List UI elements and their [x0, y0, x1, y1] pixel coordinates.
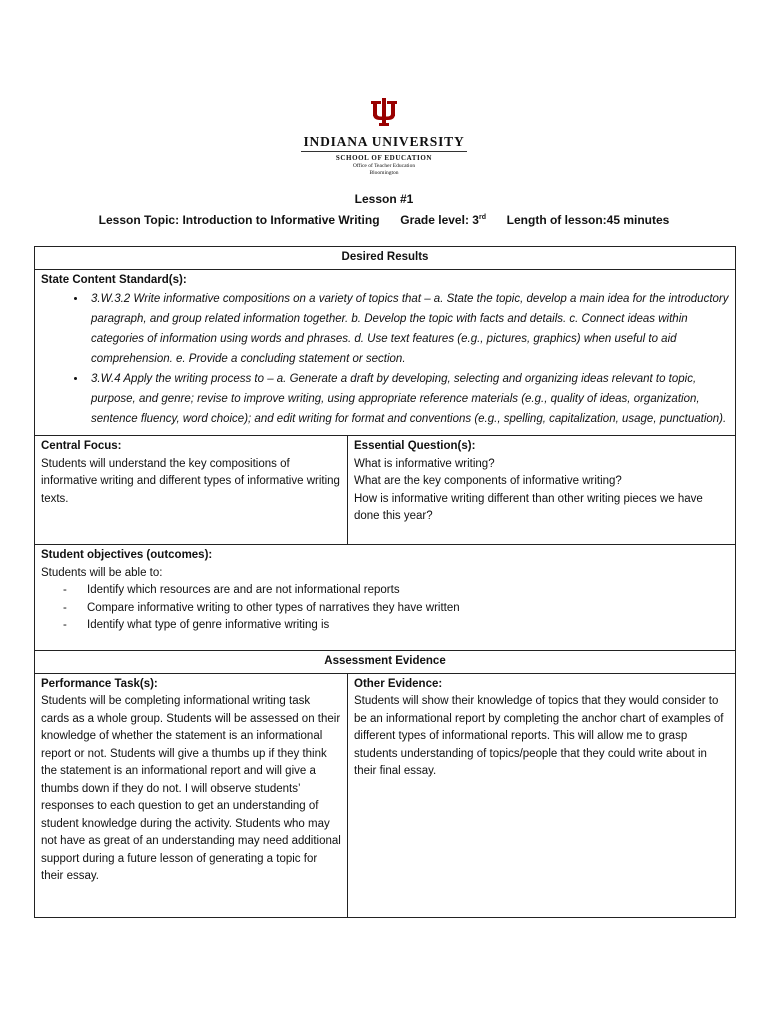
length-label: Length of lesson:: [506, 213, 607, 227]
lesson-number: Lesson #1: [354, 192, 414, 206]
objective-item: - Compare informative writing to other types of narratives they have written: [41, 600, 729, 618]
trident-icon: [371, 98, 397, 128]
header-rule: [301, 151, 467, 152]
performance-heading: Performance Task(s):: [41, 677, 158, 690]
standards-cell: [35, 269, 736, 436]
other-evidence-text: Students will show their knowledge of topics that they would consider to be an informational report by completing the anchor chart of examples of different types of informational reports. This will allow me to grasp students understanding of topics/people that they could write about in their final essay.: [354, 695, 724, 777]
objectives-intro: Students will be able to:: [41, 566, 163, 579]
essential-question: What are the key components of informative writing?: [354, 475, 622, 487]
central-focus-heading: Central Focus:: [41, 440, 122, 452]
essential-heading: Essential Question(s):: [354, 440, 476, 452]
objective-item: - Identify which resources are and are not informational reports: [41, 582, 729, 600]
performance-task-cell: [35, 673, 348, 917]
central-focus-text: Students will understand the key compositions of informative writing and different types of informative writing texts.: [41, 457, 340, 505]
standards-heading: State Content Standard(s):: [41, 273, 187, 286]
school-name: SCHOOL OF EDUCATION: [335, 154, 433, 162]
objectives-heading: Student objectives (outcomes):: [41, 549, 213, 561]
desired-results-header: Desired Results: [35, 247, 736, 270]
objective-item: - Identify what type of genre informative writing is: [41, 617, 729, 635]
university-name: INDIANA UNIVERSITY: [303, 134, 465, 149]
grade-value: 3: [472, 213, 479, 227]
office-name: Office of Teacher Education: [352, 163, 416, 169]
performance-text: Students will be completing informational writing task cards as a whole group. Students will be assessed on their knowledge of whether the statement is an informational report or not. Students will give a thumbs up if they think the statement is an informational report and will give a thumbs down if they do not. I will observe students’ responses to each question to get an understanding of student knowledge during the activity. Students who may not have as great of an understanding may need additional support during a future lesson of generating a topic for their essay.: [41, 695, 341, 882]
lesson-info-line: [0, 213, 768, 227]
length-value: 45 minutes: [606, 213, 670, 227]
objectives-list: [41, 582, 729, 635]
other-evidence-cell: [348, 673, 736, 917]
grade-label: Grade level:: [400, 213, 469, 227]
topic-label: Lesson Topic:: [98, 213, 180, 227]
letterhead: [0, 98, 768, 176]
central-focus-cell: [35, 436, 348, 545]
assessment-evidence-header: Assessment Evidence: [35, 651, 736, 674]
grade-suffix: rd: [478, 214, 486, 221]
objectives-cell: [35, 545, 736, 651]
standard-item: • 3.W.4 Apply the writing process to – a. Generate a draft by developing, selecting and organizing ideas relevant to topic, purpose, and genre; revise to improve writing, using appropriate reference materials (e.g., quality of ideas, organization, sentence fluency, word choice); and edit writing for format and conventions (e.g., spelling, capitalization, usage, punctuation).: [87, 369, 729, 429]
topic-value: Introduction to Informative Writing: [182, 213, 380, 227]
standards-list: [41, 289, 729, 429]
standard-item: • 3.W.3.2 Write informative compositions on a variety of topics that – a. State the topic, develop a main idea for the introductory paragraph, and group related information together. b. Develop the topic with facts and details. c. Connect ideas within categories of information using words and phrases. d. Use text features (e.g., pictures, graphics) when useful to aid comprehension. e. Provide a concluding statement or section.: [87, 289, 729, 369]
essential-question: What is informative writing?: [354, 457, 495, 470]
essential-questions-cell: [348, 436, 736, 545]
other-evidence-heading: Other Evidence:: [354, 677, 443, 690]
essential-question: How is informative writing different than other writing pieces we have done this year?: [354, 492, 703, 522]
campus-name: Bloomington: [369, 169, 399, 176]
lesson-plan-table: [34, 246, 736, 918]
